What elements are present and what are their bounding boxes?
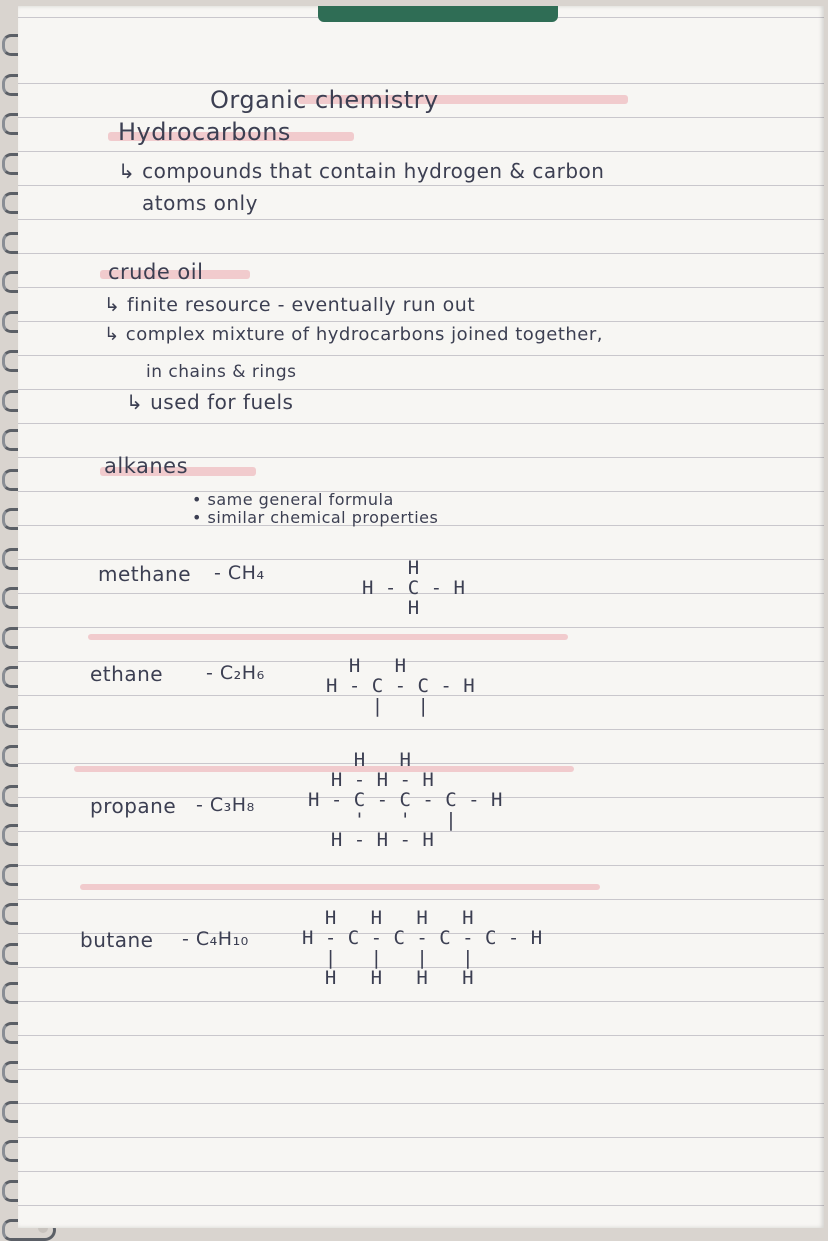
structure-line: H - C - C - C - C - H <box>302 927 543 949</box>
structure-line: H H H H <box>302 907 520 929</box>
notebook-tab <box>318 6 558 22</box>
compound-name: butane <box>80 928 154 952</box>
highlight-separator-1 <box>88 634 568 640</box>
ethane-structure <box>326 656 475 716</box>
hydrocarbons-definition-1: ↳ compounds that contain hydrogen & carbon <box>118 159 605 183</box>
compound-formula: - C₂H₆ <box>206 662 265 684</box>
structure-line: H H <box>308 749 503 771</box>
structure-line: H - H - H <box>308 769 503 791</box>
compound-formula: - C₄H₁₀ <box>182 928 249 950</box>
structure-line: H - C - C - C - H <box>308 789 503 811</box>
structure-line: | | | | <box>302 947 520 969</box>
hydrocarbons-definition-2: atoms only <box>142 191 258 215</box>
crude-oil-point-2b: in chains & rings <box>146 362 297 382</box>
structure-line: | | <box>326 695 452 717</box>
crude-oil-point-2: ↳ complex mixture of hydrocarbons joined together, <box>104 324 603 345</box>
alkanes-heading: alkanes <box>104 454 189 478</box>
butane-structure <box>302 908 542 988</box>
compound-name: ethane <box>90 662 164 686</box>
methane-structure <box>362 558 465 618</box>
structure-line: H <box>362 557 465 579</box>
structure-line: H - C - C - H <box>326 675 475 697</box>
propane-structure <box>308 750 502 850</box>
structure-line: H - C - H <box>362 577 465 599</box>
page-title: Organic chemistry <box>210 86 439 114</box>
structure-line: H <box>362 597 465 619</box>
alkanes-bullet-2: • similar chemical properties <box>192 508 439 527</box>
crude-oil-point-3: ↳ used for fuels <box>126 390 294 414</box>
structure-line: H H <box>326 655 452 677</box>
structure-line: H H H H <box>302 967 520 989</box>
notebook-page <box>18 6 824 1228</box>
crude-oil-heading: crude oil <box>108 260 204 284</box>
compound-formula: - CH₄ <box>214 562 265 584</box>
compound-name: methane <box>98 562 192 586</box>
crude-oil-point-1: ↳ finite resource - eventually run out <box>104 294 476 316</box>
structure-line: H - H - H <box>308 829 503 851</box>
hydrocarbons-heading: Hydrocarbons <box>118 118 291 146</box>
compound-formula: - C₃H₈ <box>196 794 255 816</box>
alkanes-bullet-1: • same general formula <box>192 490 394 509</box>
compound-name: propane <box>90 794 177 818</box>
highlight-separator-3 <box>80 884 600 890</box>
structure-line: ' ' | <box>308 809 503 831</box>
